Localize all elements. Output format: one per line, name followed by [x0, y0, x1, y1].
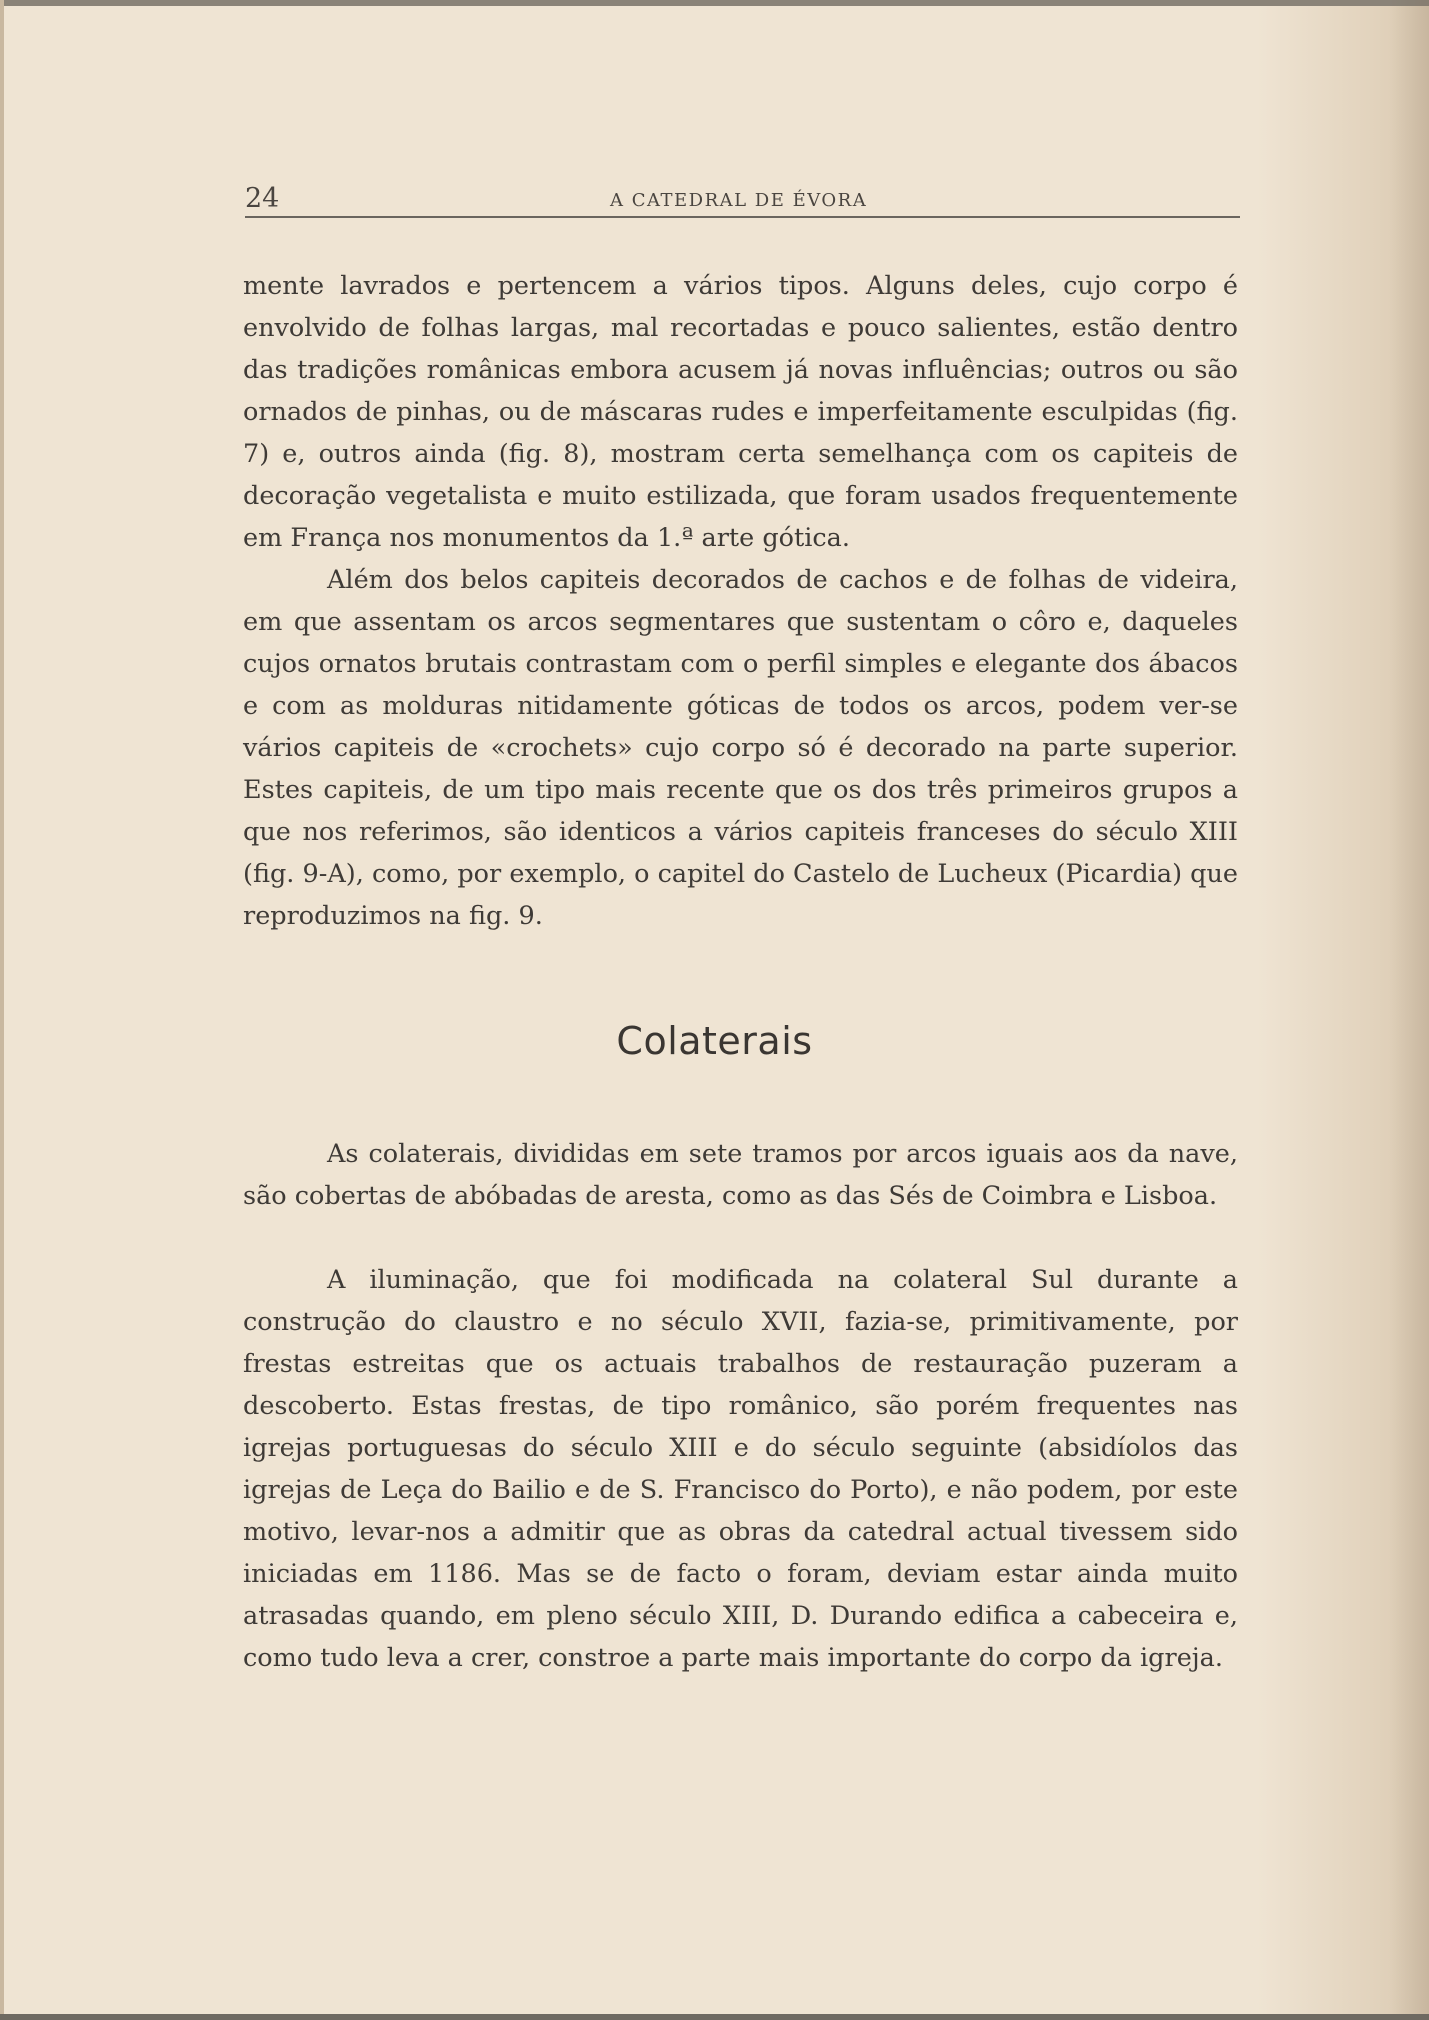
paragraph-text: As colaterais, divididas em sete tramos por arcos iguais aos da nave, são cobertas de abóbadas de aresta, como as das Sés de Coimbra e Lisboa.: [243, 1139, 1238, 1211]
running-header: [245, 183, 1240, 217]
section-heading: Colaterais: [616, 1019, 813, 1063]
paragraph-crochets-capitals: [243, 559, 1238, 937]
page-gutter-shadow: [1389, 0, 1429, 2020]
paragraph-text: Além dos belos capiteis decorados de cachos e de folhas de videira, em que assentam os arcos segmentares que sustentam o côro e, daqueles cujos ornatos brutais contrastam com o perfil simples e elegante dos ábacos e com as molduras nitidamente góticas de todos os arcos, podem ver-se vários capiteis de «crochets» cujo corpo só é decorado na parte superior. Estes capiteis, de um tipo mais recente que os dos três primeiros grupos a que nos referimos, são identicos a vários capiteis franceses do século XIII (fig. 9-A), como, por exemplo, o capitel do Castelo de Lucheux (Picardia) que reproduzimos na fig. 9.: [243, 565, 1238, 931]
paragraph-capitals-types: [243, 265, 1238, 559]
page-left-edge: [0, 0, 4, 2020]
page-bottom-edge: [0, 2014, 1429, 2020]
paragraph-text: A iluminação, que foi modificada na colateral Sul durante a construção do claustro e no século XVII, fazia-se, primitivamente, por frestas estreitas que os actuais trabalhos de restauração puzeram a descoberto. Estas frestas, de tipo românico, são porém frequentes nas igrejas portuguesas do século XIII e do século seguinte (absidíolos das igrejas de Leça do Bailio e de S. Francisco do Porto), e não podem, por este motivo, levar-nos a admitir que as obras da catedral actual tivessem sido iniciadas em 1186. Mas se de facto o foram, deviam estar ainda muito atrasadas quando, em pleno século XIII, D. Durando edifica a cabeceira e, como tudo leva a crer, constroe a parte mais importante do corpo da igreja.: [243, 1265, 1238, 1673]
page-top-edge: [0, 0, 1429, 6]
running-title: A CATEDRAL DE ÉVORA: [610, 190, 868, 211]
header-rule: [245, 216, 1240, 218]
paragraph-text: mente lavrados e pertencem a vários tipos. Alguns deles, cujo corpo é envolvido de folhas largas, mal recortadas e pouco salientes, estão dentro das tradições românicas embora acusem já novas influências; outros ou são ornados de pinhas, ou de máscaras rudes e imperfeitamente esculpidas (fig. 7) e, outros ainda (fig. 8), mostram certa semelhança com os capiteis de decoração vegetalista e muito estilizada, que foram usados frequentemente em França nos monumentos da 1.ª arte gótica.: [243, 271, 1238, 553]
page-number: 24: [245, 183, 280, 214]
paragraph-colaterais: [243, 1133, 1238, 1217]
paragraph-iluminacao: [243, 1259, 1238, 1679]
